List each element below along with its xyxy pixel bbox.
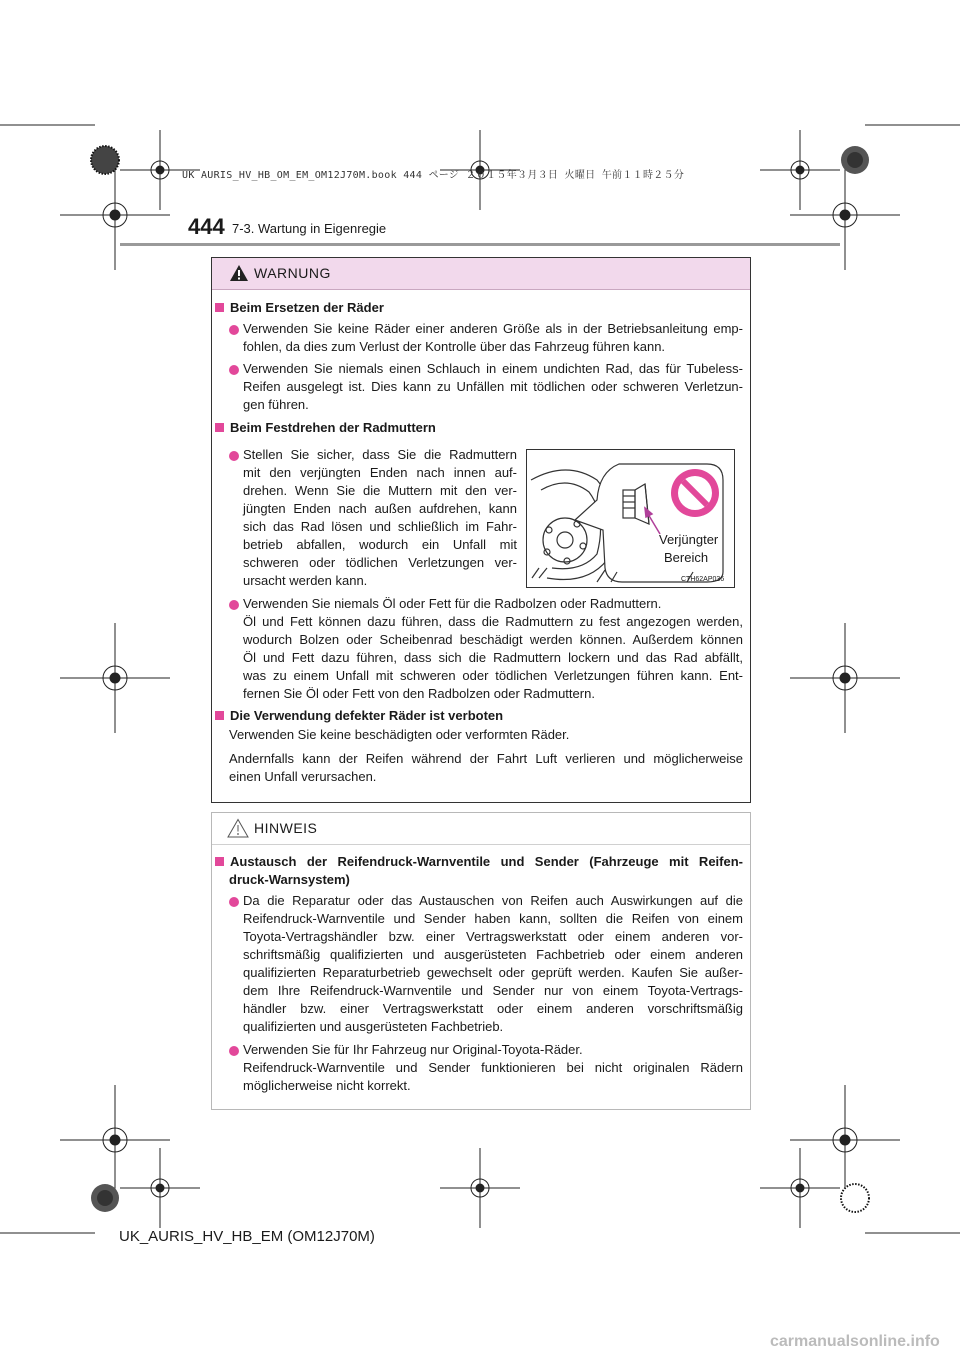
crosshair-icon <box>790 1085 900 1195</box>
warning-section3-heading: Die Verwendung defekter Räder ist verboten <box>215 707 503 725</box>
notice-header <box>212 813 750 845</box>
crosshair-icon <box>760 1148 840 1228</box>
square-bullet-icon <box>215 857 224 866</box>
figure-code: CTH62AP036 <box>681 576 725 583</box>
square-bullet-icon <box>215 303 224 312</box>
figure-label: Verjüngter Bereich <box>659 532 719 565</box>
section-title: 7-3. Wartung in Eigenregie <box>232 221 387 236</box>
density-wheel-icon <box>91 1184 119 1212</box>
crosshair-icon <box>790 623 900 733</box>
warning-s2-bullet2: Verwenden Sie niemals Öl oder Fett für die Radbolzen oder Radmuttern. Öl und Fett können dazu führen, dass die Radmuttern zu fest angezogen werden, wodurch Bolzen oder Scheibenrad beschädigt werden können. Außerdem können Öl und Fett dazu führen, dass sich die Radmuttern lockern und das Rad abfällt, was zu einem Unfall mit schweren oder tödlichen Verletzungen führen kann. Ent- fernen Sie Öl oder Fett von den Radbolzen oder Radmuttern. <box>243 596 743 701</box>
watermark: carmanualsonline.info <box>770 1333 940 1350</box>
warning-section2-heading: Beim Festdrehen der Radmuttern <box>215 419 436 437</box>
warning-section1-heading: Beim Ersetzen der Räder <box>215 299 384 317</box>
crosshair-icon <box>760 130 840 210</box>
warning-s1-bullet2: Verwenden Sie niemals einen Schlauch in einem undichten Rad, das für Tubeless- Reifen ausgelegt ist. Dies kann zu Unfällen mit tödlichen oder schweren Verletzun- gen führen. <box>243 361 743 412</box>
density-wheel-icon <box>841 146 869 174</box>
warning-triangle-icon <box>229 264 249 282</box>
round-bullet-icon <box>229 600 239 610</box>
header-rule <box>120 243 840 246</box>
square-bullet-icon <box>215 711 224 720</box>
warning-title: WARNUNG <box>254 265 331 281</box>
crosshair-icon <box>60 1085 170 1195</box>
round-bullet-icon <box>229 1046 239 1056</box>
footer-code: UK_AURIS_HV_HB_EM (OM12J70M) <box>119 1228 375 1245</box>
round-bullet-icon <box>229 325 239 335</box>
crosshair-icon <box>440 1148 520 1228</box>
round-bullet-icon <box>229 897 239 907</box>
prohibition-icon <box>671 469 719 517</box>
crosshair-icon <box>60 623 170 733</box>
notice-section1-heading: Austausch der Reifendruck-Warnventile und Sender (Fahrzeuge mit Reifen- druck-Warnsystem) <box>215 853 743 889</box>
square-bullet-icon <box>215 423 224 432</box>
round-bullet-icon <box>229 365 239 375</box>
crosshair-icon <box>120 1148 200 1228</box>
book-info-line: UK AURIS_HV_HB_OM_EM_OM12J70M.book 444 ページ ２０１５年３月３日 火曜日 午前１１時２５分 <box>182 170 685 181</box>
warning-s2-bullet1: Stellen Sie sicher, dass Sie die Radmuttern mit den verjüngten Enden nach innen auf- drehen. Wenn Sie die Muttern mit den ver- jüngten Enden nach außen aufdrehen, kann sich das Rad lösen und schließlich im Fahr- betrieb abfallen, wodurch ein Unfall mit schweren oder tödlichen Verletzungen ver- ursacht werden kann. <box>243 447 517 588</box>
wheel-nut-figure <box>526 449 735 588</box>
warning-s3-para1: Verwenden Sie keine beschädigten oder verformten Räder. <box>229 727 570 742</box>
warning-s3-para2: Andernfalls kann der Reifen während der Fahrt Luft verlieren und möglicherweise einen Unfall verursachen. <box>229 751 743 784</box>
round-bullet-icon <box>229 451 239 461</box>
density-wheel-icon <box>841 1184 869 1212</box>
notice-title: HINWEIS <box>254 820 318 836</box>
caution-triangle-icon <box>227 818 249 838</box>
page-number: 444 <box>188 214 225 239</box>
warning-header <box>212 258 750 290</box>
warning-s1-bullet1: Verwenden Sie keine Räder einer anderen Größe als in der Betriebsanleitung emp- fohlen, da dies zum Verlust der Kontrolle über das Fahrzeug führen kann. <box>243 321 743 354</box>
notice-s1-bullet2: Verwenden Sie für Ihr Fahrzeug nur Original-Toyota-Räder. Reifendruck-Warnventile und Sender funktionieren bei nicht originalen Rädern möglicherweise nicht korrekt. <box>243 1042 743 1093</box>
notice-s1-bullet1: Da die Reparatur oder das Austauschen von Reifen auch Auswirkungen auf die Reifendruck-Warnventile und Sender haben kann, sollten die Reifen von einem Toyota-Vertragshändler bzw. einer Vertragswerkstatt oder einem anderen vor- schriftsmäßig qualifizierten und ausgerüsteten Fachbetrieb oder einem anderen qualifizierten Reparaturbetrieb gewechselt oder geprüft werden. Kaufen Sie außer- dem Ihre Reifendruck-Warnventile und Sender nur von einem Toyota-Vertrags- händler bzw. einer Vertragswerkstatt oder einem anderen vorschriftsmäßig qualifizierten und ausgerüsteten Fachbetrieb. <box>243 893 743 1034</box>
density-wheel-icon <box>91 146 119 174</box>
